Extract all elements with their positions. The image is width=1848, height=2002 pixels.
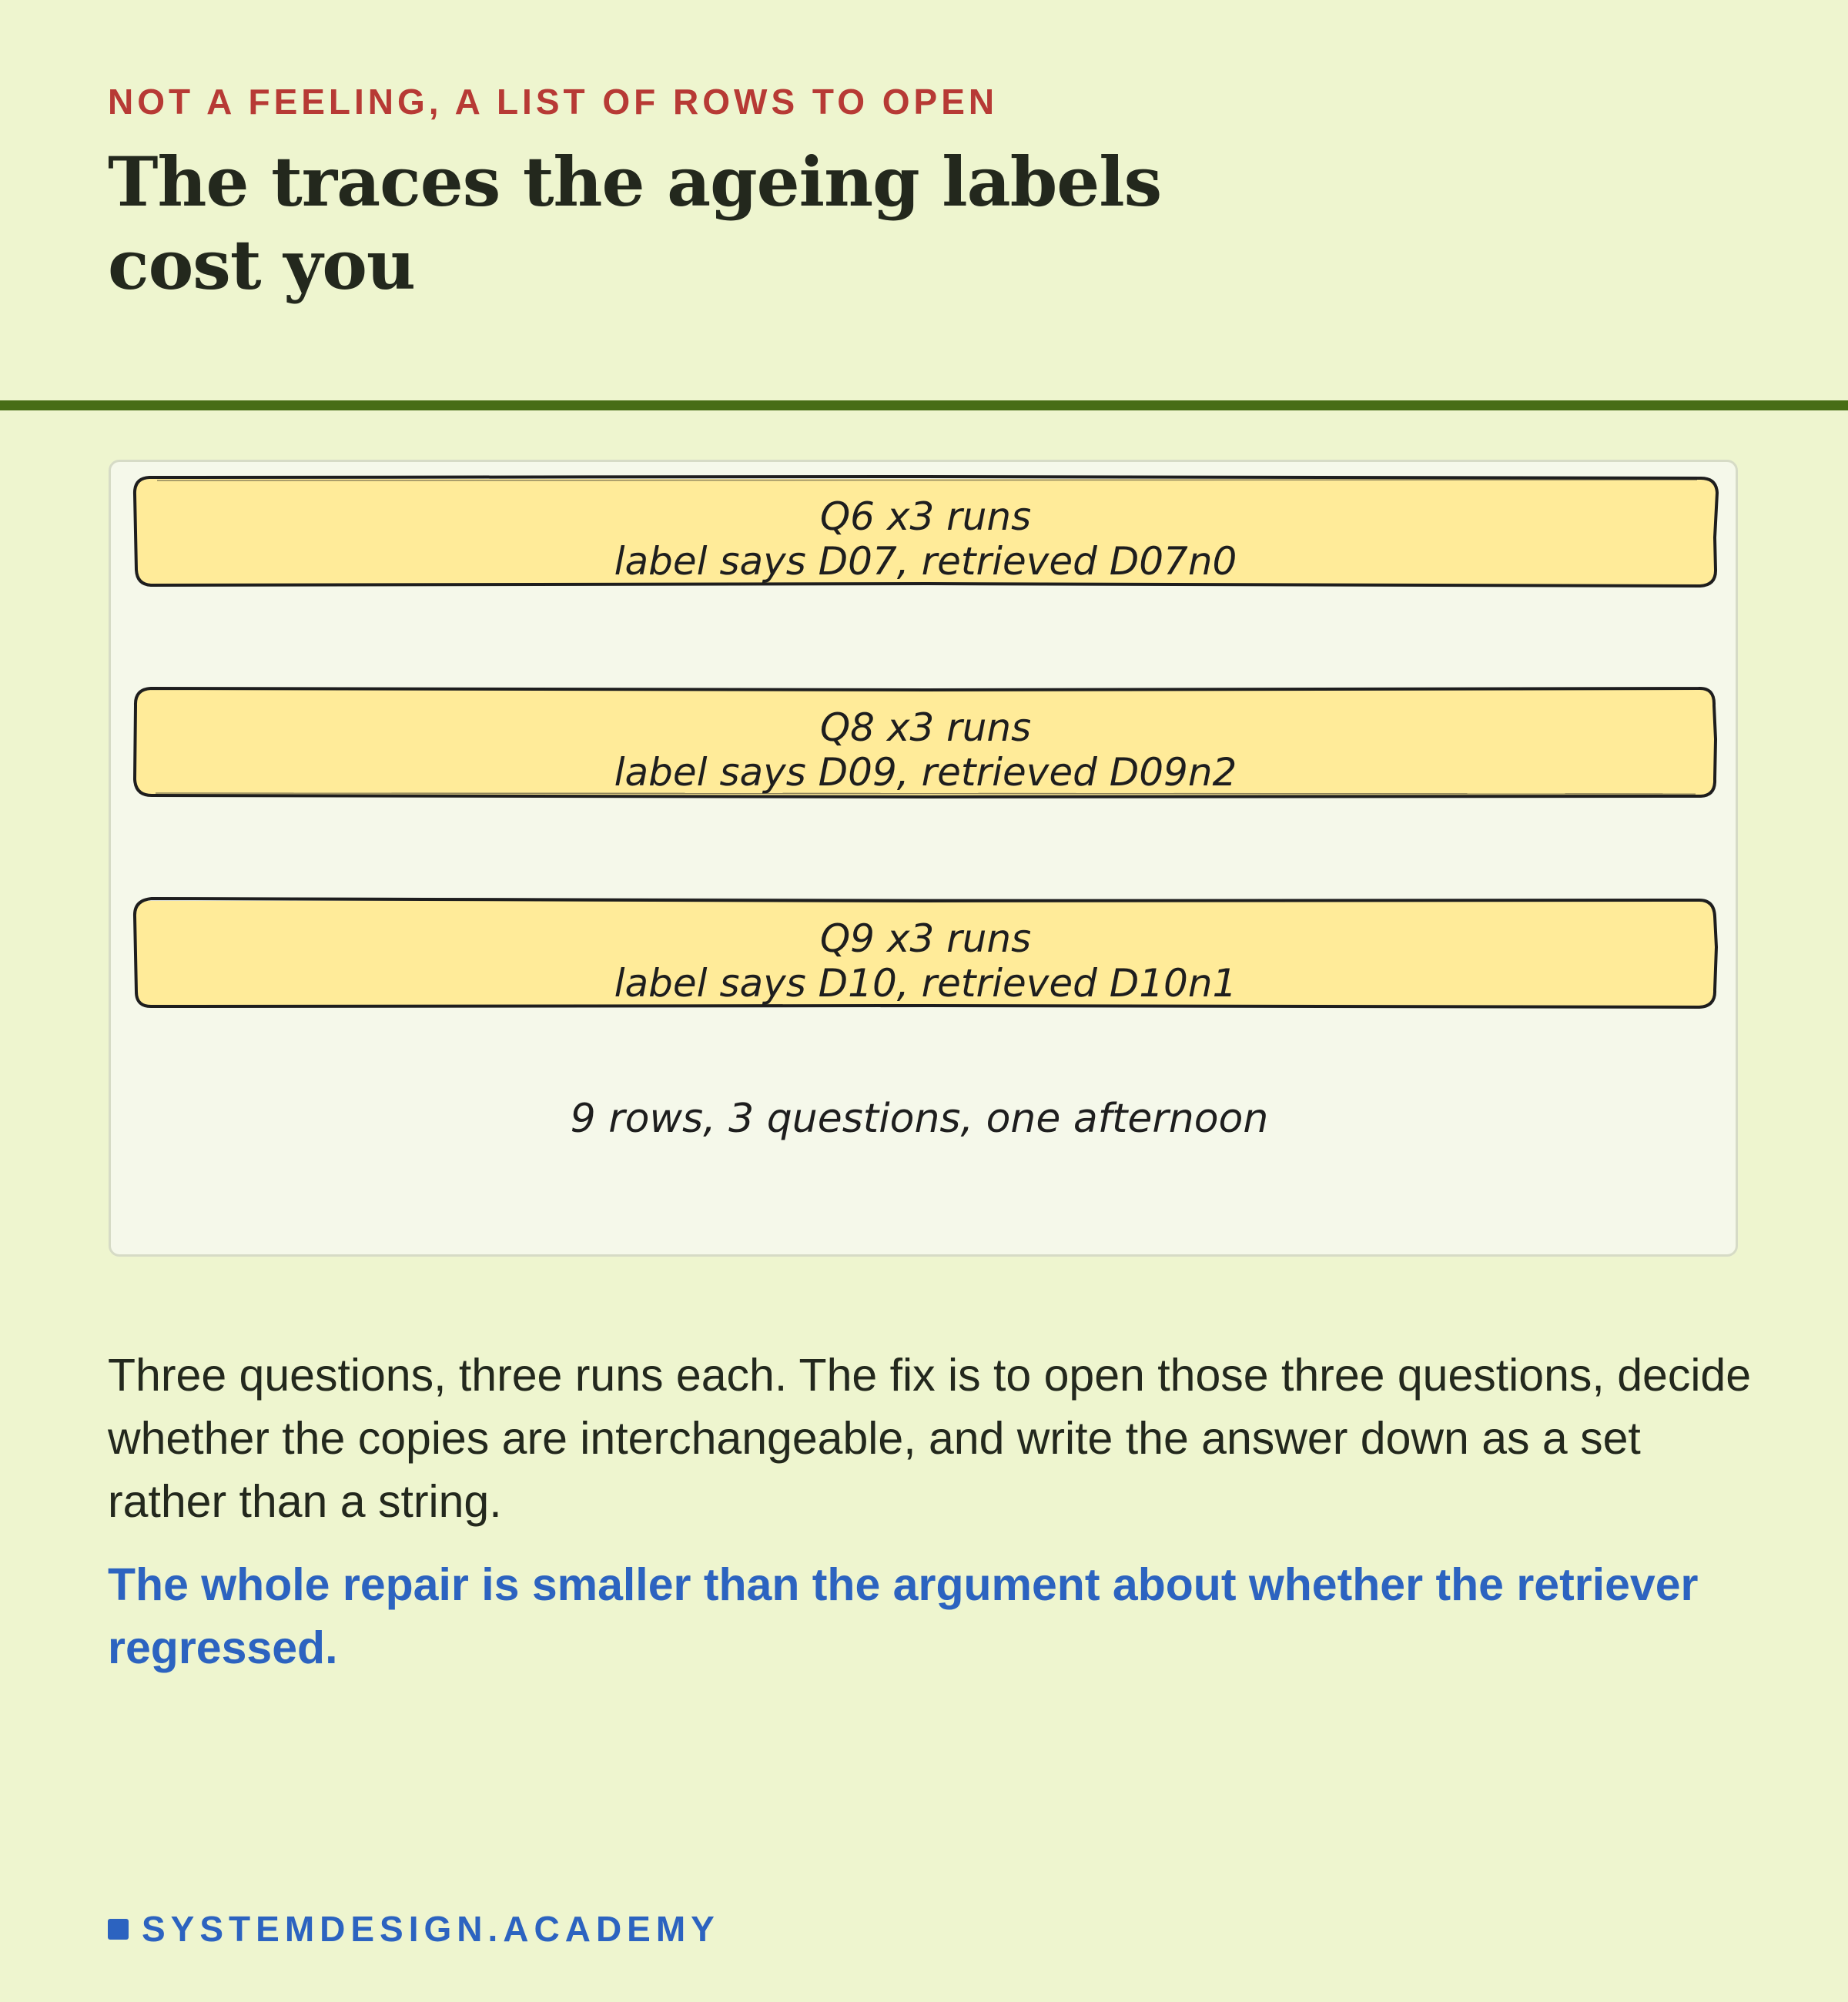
diagram-summary: 9 rows, 3 questions, one afternoon: [570, 1096, 1269, 1142]
footer-brand: [108, 1908, 720, 1950]
brand-name: SYSTEMDESIGN.ACADEMY: [142, 1909, 720, 1949]
row-detail: label says D09, retrieved D09n2: [614, 750, 1237, 795]
body-paragraph: Three questions, three runs each. The fix is to open those three questions, decide whether the copies are interchangeable, and write the answer down as a set rather than a string.: [108, 1350, 1752, 1527]
row-box-q6: [135, 477, 1717, 586]
row-box-q9: [135, 898, 1716, 1007]
sketch-diagram: [111, 462, 1740, 1259]
brand-square-icon: [108, 1919, 129, 1940]
diagram-panel: [109, 460, 1738, 1257]
headline: The traces the ageing labels cost you: [108, 142, 1162, 305]
row-title: Q6 x3 runs: [819, 494, 1032, 539]
row-title: Q8 x3 runs: [819, 705, 1032, 750]
row-box-q8: [135, 688, 1716, 797]
row-title: Q9 x3 runs: [819, 916, 1032, 961]
row-detail: label says D07, retrieved D07n0: [614, 539, 1237, 584]
header-divider: [0, 400, 1848, 410]
kicker: NOT A FEELING, A LIST OF ROWS TO OPEN: [108, 82, 999, 122]
row-detail: label says D10, retrieved D10n1: [614, 961, 1237, 1006]
callout-paragraph: The whole repair is smaller than the argument about whether the retriever regressed.: [108, 1559, 1699, 1673]
